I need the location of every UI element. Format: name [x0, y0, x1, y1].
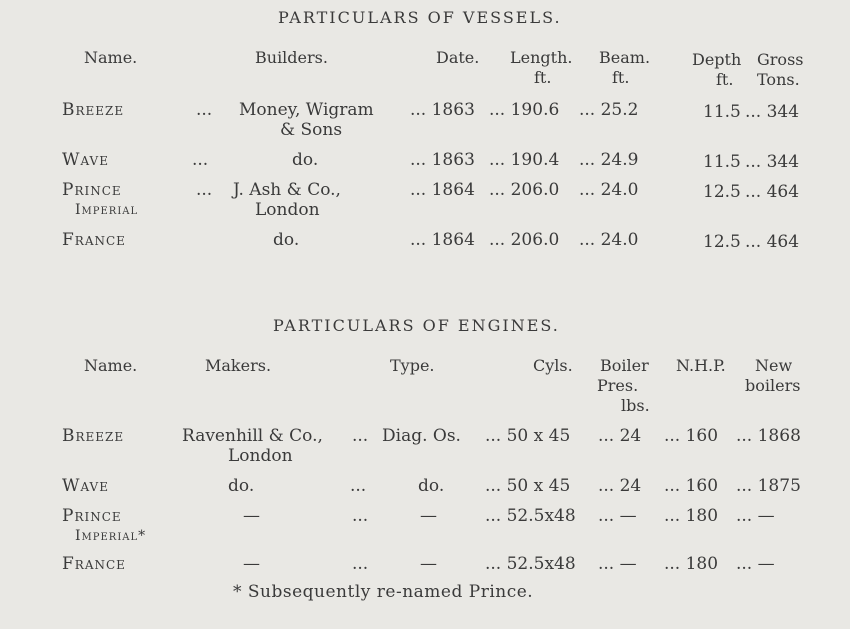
- leader-dots: ...: [352, 554, 369, 574]
- leader-dots: ...: [196, 100, 213, 120]
- engine-type: do.: [418, 476, 445, 496]
- vessels-header-length-unit: ft.: [534, 68, 552, 87]
- engine-maker: Ravenhill & Co.,: [182, 426, 323, 446]
- vessel-beam: ... 25.2: [579, 100, 639, 120]
- leader-dots: ...: [192, 150, 209, 170]
- vessel-builder-line2: London: [255, 200, 320, 220]
- engine-name: Breeze: [62, 426, 125, 446]
- engine-pressure: ... 24: [598, 476, 642, 496]
- vessel-depth: 12.5: [703, 182, 741, 202]
- vessels-header-name: Name.: [84, 48, 138, 67]
- vessel-tons: ... 344: [745, 102, 800, 122]
- engine-cyls: ... 50 x 45: [485, 426, 571, 446]
- engine-type: —: [420, 554, 437, 574]
- engine-name: France: [62, 554, 126, 574]
- vessel-date: ... 1864: [410, 180, 475, 200]
- engine-new-boilers: ... 1868: [736, 426, 801, 446]
- engine-name: Prince: [62, 506, 122, 526]
- vessel-builder: do.: [292, 150, 319, 170]
- engines-header-lbs: lbs.: [621, 396, 650, 415]
- vessels-header-depth-unit: ft.: [716, 70, 734, 89]
- engines-header-name: Name.: [84, 356, 138, 375]
- vessel-builder: Money, Wigram: [239, 100, 374, 120]
- vessels-header-tons: Tons.: [757, 70, 800, 89]
- engines-header-new: New: [755, 356, 793, 375]
- engine-cyls: ... 52.5x48: [485, 554, 576, 574]
- vessel-date: ... 1863: [410, 100, 475, 120]
- vessels-header-beam: Beam.: [599, 48, 651, 67]
- vessel-length: ... 206.0: [489, 180, 560, 200]
- vessel-name: Prince: [62, 180, 122, 200]
- vessels-header-gross: Gross: [757, 50, 804, 69]
- engine-nhp: ... 180: [664, 506, 719, 526]
- engine-pressure: ... —: [598, 554, 637, 574]
- engines-header-boilers: boilers: [745, 376, 801, 395]
- vessel-beam: ... 24.0: [579, 180, 639, 200]
- vessel-length: ... 206.0: [489, 230, 560, 250]
- vessel-beam: ... 24.9: [579, 150, 639, 170]
- engines-header-cyls: Cyls.: [533, 356, 573, 375]
- engine-cyls: ... 50 x 45: [485, 476, 571, 496]
- engines-header-type: Type.: [390, 356, 435, 375]
- vessel-name: Breeze: [62, 100, 125, 120]
- vessel-depth: 11.5: [703, 152, 741, 172]
- vessels-title: PARTICULARS OF VESSELS.: [278, 8, 562, 27]
- engine-cyls: ... 52.5x48: [485, 506, 576, 526]
- vessel-depth: 11.5: [703, 102, 741, 122]
- footnote: * Subsequently re-named Prince.: [233, 582, 534, 602]
- engine-type: Diag. Os.: [382, 426, 461, 446]
- engines-header-makers: Makers.: [205, 356, 272, 375]
- engine-name-line2: Imperial*: [75, 528, 147, 544]
- vessel-length: ... 190.6: [489, 100, 560, 120]
- vessel-tons: ... 344: [745, 152, 800, 172]
- engine-new-boilers: ... —: [736, 506, 775, 526]
- engine-maker: do.: [228, 476, 255, 496]
- vessels-header-depth: Depth: [692, 50, 742, 69]
- engine-pressure: ... —: [598, 506, 637, 526]
- vessels-header-length: Length.: [510, 48, 573, 67]
- engines-title: PARTICULARS OF ENGINES.: [273, 316, 560, 335]
- vessel-name: Wave: [62, 150, 109, 170]
- engine-new-boilers: ... 1875: [736, 476, 801, 496]
- engine-type: —: [420, 506, 437, 526]
- engine-maker-line2: London: [228, 446, 293, 466]
- engine-pressure: ... 24: [598, 426, 642, 446]
- vessel-builder: do.: [273, 230, 300, 250]
- vessel-tons: ... 464: [745, 182, 800, 202]
- vessel-depth: 12.5: [703, 232, 741, 252]
- vessel-builder: J. Ash & Co.,: [233, 180, 341, 200]
- leader-dots: ...: [196, 180, 213, 200]
- engine-nhp: ... 180: [664, 554, 719, 574]
- leader-dots: ...: [352, 506, 369, 526]
- vessels-header-builders: Builders.: [255, 48, 328, 67]
- leader-dots: ...: [352, 426, 369, 446]
- engine-nhp: ... 160: [664, 476, 719, 496]
- engines-header-pres: Pres.: [597, 376, 639, 395]
- engine-maker: —: [243, 554, 260, 574]
- vessels-header-beam-unit: ft.: [612, 68, 630, 87]
- engine-name: Wave: [62, 476, 109, 496]
- vessel-tons: ... 464: [745, 232, 800, 252]
- engines-header-boiler: Boiler: [600, 356, 649, 375]
- vessel-length: ... 190.4: [489, 150, 560, 170]
- engine-maker: —: [243, 506, 260, 526]
- vessel-builder-line2: & Sons: [280, 120, 343, 140]
- vessel-date: ... 1864: [410, 230, 475, 250]
- vessel-name-line2: Imperial: [75, 202, 139, 218]
- engines-header-nhp: N.H.P.: [676, 356, 726, 375]
- vessels-header-date: Date.: [436, 48, 480, 67]
- vessel-beam: ... 24.0: [579, 230, 639, 250]
- vessel-name: France: [62, 230, 126, 250]
- vessel-date: ... 1863: [410, 150, 475, 170]
- engine-nhp: ... 160: [664, 426, 719, 446]
- leader-dots: ...: [350, 476, 367, 496]
- engine-new-boilers: ... —: [736, 554, 775, 574]
